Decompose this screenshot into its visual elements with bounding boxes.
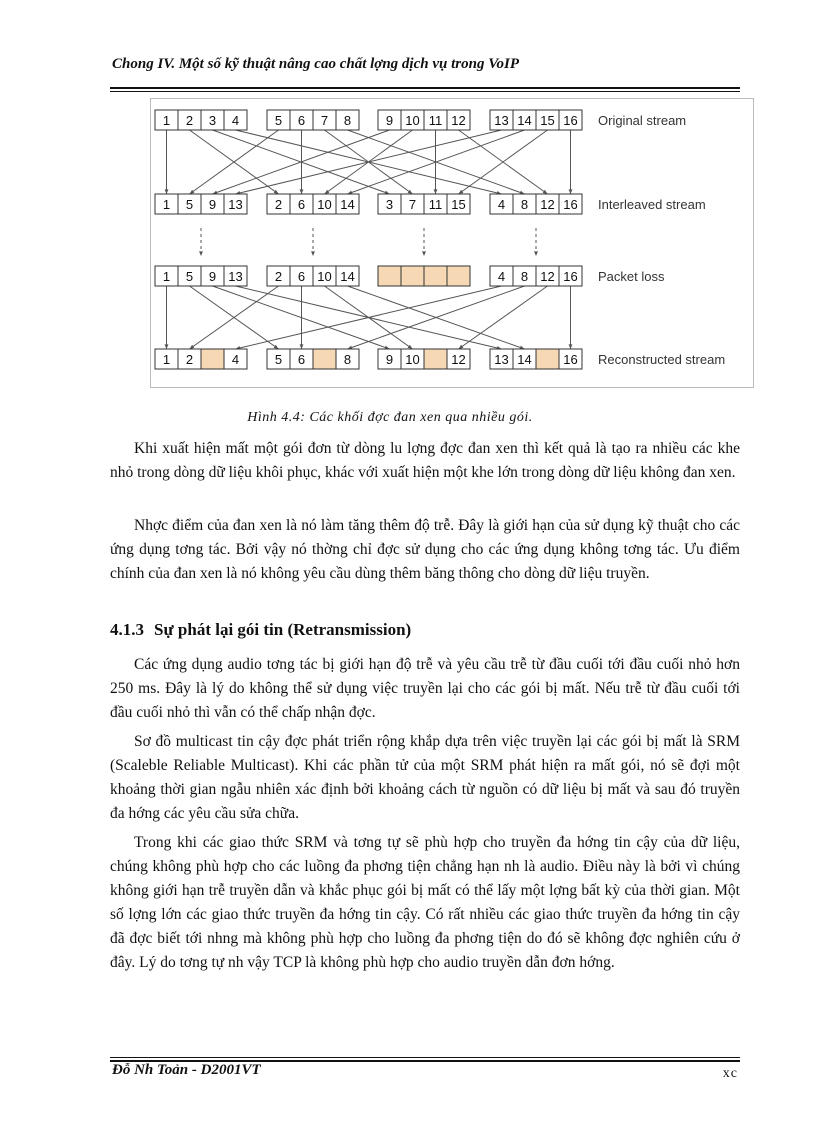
packet-label: 2 xyxy=(185,352,194,367)
packet-label: 7 xyxy=(408,197,417,212)
section-title: Sự phát lại gói tin (Retransmission) xyxy=(154,620,412,639)
packet-label: 9 xyxy=(385,352,394,367)
packet-label: 6 xyxy=(297,113,306,128)
lost-packet-cell xyxy=(536,349,559,369)
packet-label: 8 xyxy=(343,113,352,128)
footer-author: Đỗ Nh Toản - D2001VT xyxy=(112,1062,261,1078)
row-label: Packet loss xyxy=(598,269,665,284)
packet-label: 1 xyxy=(162,113,171,128)
packet-label: 16 xyxy=(563,352,578,367)
packet-label: 8 xyxy=(520,197,529,212)
packet-label: 12 xyxy=(451,352,466,367)
packet-label: 13 xyxy=(494,113,509,128)
packet-label: 10 xyxy=(317,197,332,212)
packet-label: 1 xyxy=(162,352,171,367)
packet-label: 14 xyxy=(517,113,532,128)
figure-caption: Hình 4.4: Các khối đợc đan xen qua nhiều gói. xyxy=(247,410,533,425)
lost-packet-cell xyxy=(424,266,447,286)
packet-label: 13 xyxy=(494,352,509,367)
packet-label: 15 xyxy=(540,113,555,128)
row-label: Reconstructed stream xyxy=(598,352,726,367)
packet-label: 2 xyxy=(185,113,194,128)
lost-packet-cell xyxy=(313,349,336,369)
packet-label: 11 xyxy=(428,197,443,212)
packet-label: 13 xyxy=(228,197,243,212)
packet-label: 4 xyxy=(231,352,240,367)
lost-packet-cell xyxy=(378,266,401,286)
packet-label: 10 xyxy=(317,269,332,284)
page-number: xc xyxy=(722,1066,738,1081)
packet-label: 9 xyxy=(208,197,217,212)
page-header-title: Chong IV. Một số kỹ thuật nâng cao chất lợng dịch vụ trong VoIP xyxy=(112,56,520,72)
packet-label: 5 xyxy=(274,352,283,367)
packet-label: 13 xyxy=(228,269,243,284)
packet-label: 4 xyxy=(497,197,506,212)
packet-label: 1 xyxy=(162,197,171,212)
packet-label: 14 xyxy=(340,269,355,284)
packet-label: 1 xyxy=(162,269,171,284)
footer-rule xyxy=(110,1057,740,1058)
packet-label: 16 xyxy=(563,197,578,212)
lost-packet-cell xyxy=(401,266,424,286)
packet-label: 10 xyxy=(405,113,420,128)
row-label: Original stream xyxy=(598,113,687,128)
packet-label: 6 xyxy=(297,269,306,284)
packet-label: 4 xyxy=(231,113,240,128)
packet-label: 10 xyxy=(405,352,420,367)
paragraph-4: Sơ đồ multicast tin cậy đợc phát triển rộng khắp dựa trên việc truyền lại các gói bị mất là SRM (Scaleble Reliable Multicast). Khi các phần tử của một SRM phát hiện ra mất gói, nó sẽ đợi một khoảng thời gian ngẫu nhiên xác định bởi khoảng cách từ nguồn có dữ liệu bị mất và sau đó truyền đa hớng các yêu cầu sửa chữa. xyxy=(110,733,740,822)
packet-label: 5 xyxy=(185,197,194,212)
packet-label: 12 xyxy=(540,197,555,212)
packet-label: 9 xyxy=(385,113,394,128)
packet-label: 6 xyxy=(297,352,306,367)
packet-label: 3 xyxy=(385,197,394,212)
packet-label: 5 xyxy=(185,269,194,284)
packet-label: 12 xyxy=(540,269,555,284)
packet-label: 16 xyxy=(563,113,578,128)
section-heading xyxy=(110,620,740,640)
header-rule xyxy=(110,87,740,89)
packet-label: 14 xyxy=(517,352,532,367)
lost-packet-cell xyxy=(447,266,470,286)
section-number: 4.1.3 xyxy=(110,620,144,639)
lost-packet-cell xyxy=(424,349,447,369)
paragraph-5: Trong khi các giao thức SRM và tơng tự sẽ phù hợp cho truyền đa hớng tin cậy của dữ liệu, chúng không phù hợp cho các luồng đa phơng tiện chẳng hạn nh là audio. Điều này là bởi vì chúng không giới hạn trễ truyền dẫn và khắc phục gói bị mất có thể lấy một lợng bất kỳ của thời gian. Một số lợng lớn các giao thức truyền đa hớng tin cậy. Có rất nhiều các giao thức truyền đa hớng tin cậy đã đợc biết tới nhng mà không phù hợp cho luồng đa phơng tiện do đó sẽ không đợc nghiên cứu ở đây. Lý do tơng tự nh vậy TCP là không phù hợp cho audio truyền dẫn đơn hớng. xyxy=(110,834,740,971)
packet-label: 15 xyxy=(451,197,466,212)
packet-label: 4 xyxy=(497,269,506,284)
interleaving-figure xyxy=(150,98,754,388)
lost-packet-cell xyxy=(201,349,224,369)
packet-label: 11 xyxy=(428,113,443,128)
packet-label: 9 xyxy=(208,269,217,284)
packet-label: 8 xyxy=(520,269,529,284)
packet-label: 2 xyxy=(274,269,283,284)
packet-label: 16 xyxy=(563,269,578,284)
header-rule-thin xyxy=(110,91,740,92)
packet-label: 7 xyxy=(320,113,329,128)
paragraph-2: Nhợc điểm của đan xen là nó làm tăng thêm độ trễ. Đây là giới hạn của sử dụng kỹ thuật cho các ứng dụng tơng tác. Bởi vậy nó thờng chỉ đợc sử dụng cho các ứng dụng không tơng tác. Ưu điểm chính của đan xen là nó không yêu cầu dùng thêm băng thông cho dòng dữ liệu truyền. xyxy=(110,517,740,582)
paragraph-3: Các ứng dụng audio tơng tác bị giới hạn độ trễ và yêu cầu trễ từ đầu cuối tới đầu cuối nhỏ hơn 250 ms. Đây là lý do không thể sử dụng việc truyền lại cho các gói bị mất. Nếu trễ từ đầu cuối tới đầu cuối nhỏ thì vẫn có thể chấp nhận đợc. xyxy=(110,656,740,721)
packet-label: 2 xyxy=(274,197,283,212)
row-label: Interleaved stream xyxy=(598,197,706,212)
packet-label: 14 xyxy=(340,197,355,212)
packet-label: 3 xyxy=(208,113,217,128)
paragraph-1: Khi xuất hiện mất một gói đơn từ dòng lu lợng đợc đan xen thì kết quả là tạo ra nhiều các khe nhỏ trong dòng dữ liệu khôi phục, khác với xuất hiện một khe lớn trong dòng dữ liệu không đan xen. xyxy=(110,440,740,481)
packet-label: 5 xyxy=(274,113,283,128)
packet-label: 12 xyxy=(451,113,466,128)
packet-label: 8 xyxy=(343,352,352,367)
packet-label: 6 xyxy=(297,197,306,212)
